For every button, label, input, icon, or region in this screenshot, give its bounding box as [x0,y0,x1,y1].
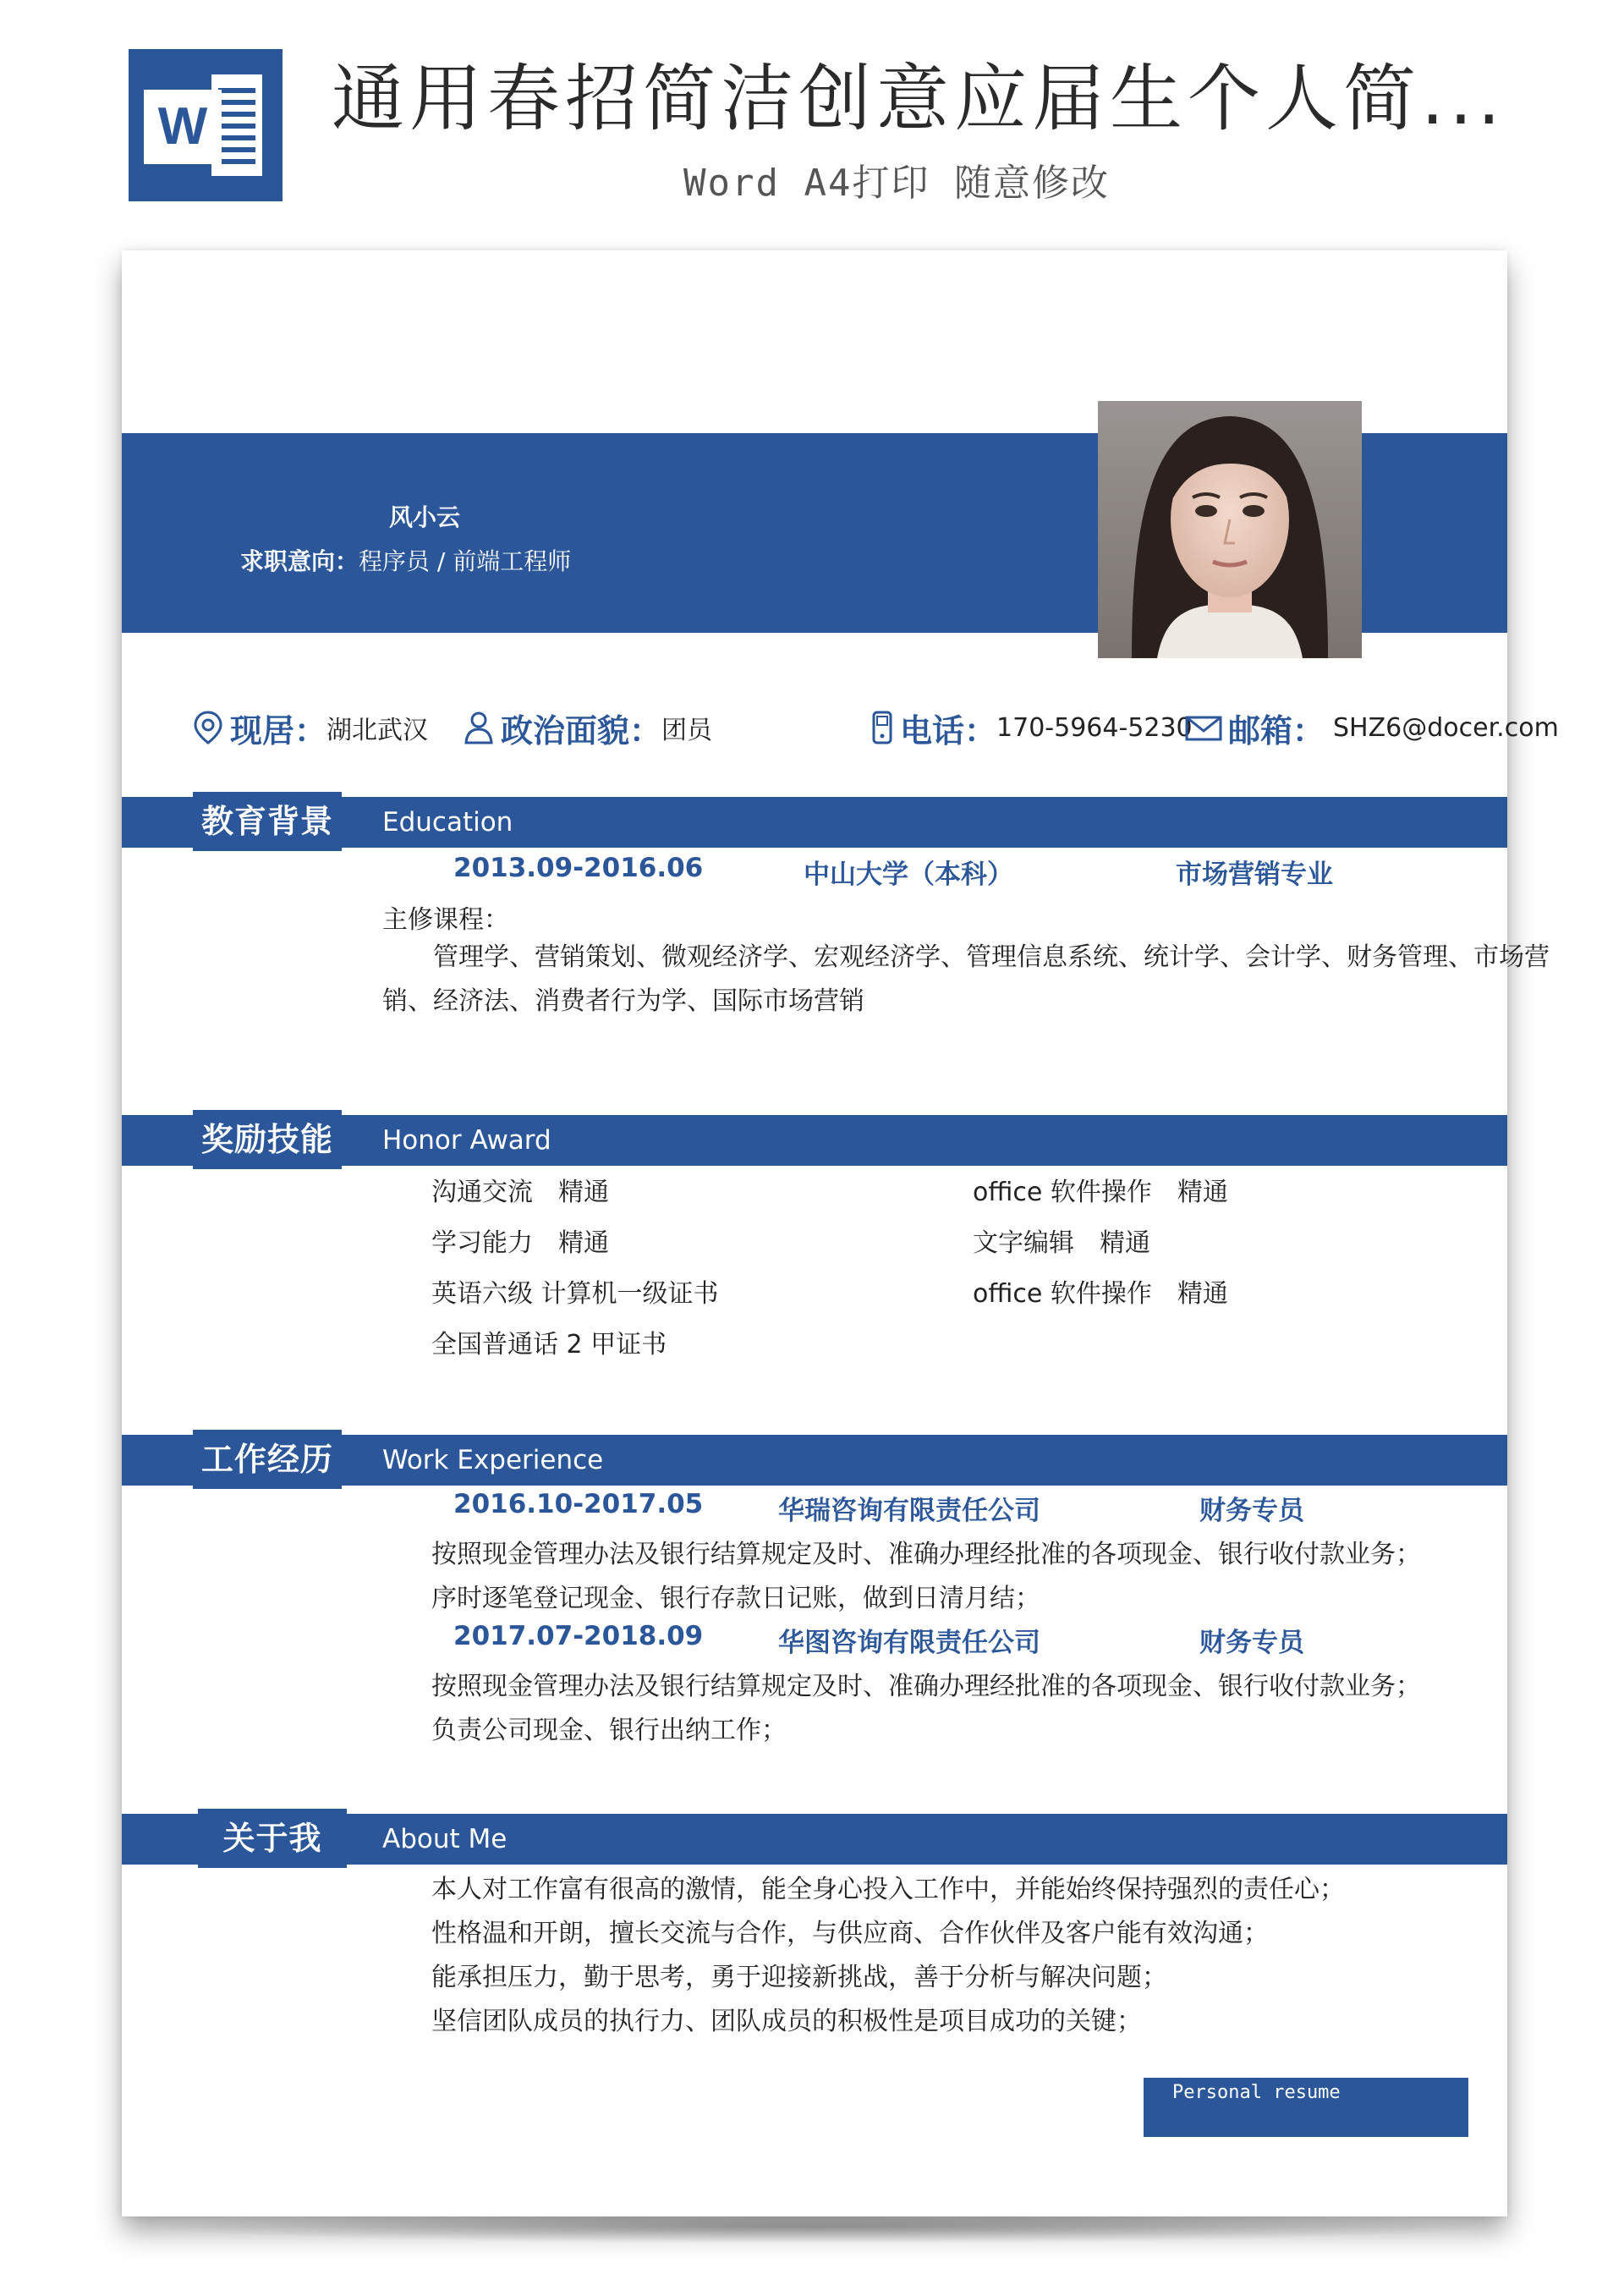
work-title-en: Work Experience [382,1445,604,1475]
courses-list: 管理学、营销策划、微观经济学、宏观经济学、管理信息系统、统计学、会计学、财务管理、市场营销、经济法、消费者行为学、国际市场营销 [382,942,1550,1016]
skills-title: 奖励技能 [200,1121,333,1158]
job-company: 华图咨询有限责任公司 [778,1628,1040,1658]
envelope-icon [1184,709,1223,746]
education-title: 教育背景 [200,803,333,840]
job-detail: 按照现金管理办法及银行结算规定及时、准确办理经批准的各项现金、银行收付款业务； [431,1672,1421,1701]
svg-text:W: W [157,97,208,156]
contact-politics-label: 政治面貌： [501,711,662,750]
job-detail: 序时逐笔登记现金、银行存款日记账，做到日清月结； [431,1584,1040,1613]
job-period: 2016.10-2017.05 [453,1489,704,1519]
resume-page [122,250,1559,2216]
person-icon [462,709,496,746]
job-intent-value: 程序员 / 前端工程师 [359,547,572,575]
personal-resume-tag [1144,2078,1468,2137]
job-role: 财务专员 [1199,1628,1304,1658]
skill-item: office 软件操作 精通 [973,1279,1228,1309]
education-title-en: Education [382,807,513,838]
profile-photo [1098,401,1362,658]
job-detail: 按照现金管理办法及银行结算规定及时、准确办理经批准的各项现金、银行收付款业务； [431,1540,1421,1569]
skill-item: 文字编辑 精通 [973,1228,1150,1258]
about-line: 能承担压力，勤于思考，勇于迎接新挑战，善于分析与解决问题； [431,1963,1167,1992]
location-pin-icon [191,709,225,746]
work-tag [193,1430,342,1489]
document-title: 通用春招简洁创意应届生个人简... [332,57,1506,141]
courses-label: 主修课程： [382,905,509,935]
skill-item: 全国普通话 2 甲证书 [431,1330,667,1359]
skills-tag [193,1110,342,1169]
contact-politics [462,702,712,753]
candidate-name: 风小云 [389,503,461,531]
phone-icon [870,709,895,746]
document-subtitle: Word A4打印 随意修改 [683,162,1110,205]
contact-phone [870,702,1193,753]
skills-title-en: Honor Award [382,1125,551,1156]
education-school: 中山大学（本科） [804,860,1013,890]
job-period: 2017.07-2018.09 [453,1621,704,1651]
education-tag [193,792,342,851]
skill-item: office 软件操作 精通 [973,1178,1228,1207]
job-role: 财务专员 [1199,1496,1304,1526]
contact-row [191,702,1559,753]
contact-email-value: SHZ6@docer.com [1333,712,1559,743]
contact-location [191,702,428,753]
personal-resume-label: Personal resume [1172,2082,1341,2103]
job-company: 华瑞咨询有限责任公司 [778,1496,1040,1526]
contact-politics-value: 团员 [661,716,713,745]
skill-item: 学习能力 精通 [431,1228,609,1258]
contact-email-label: 邮箱： [1228,711,1325,750]
contact-phone-value: 170-5964-5230 [996,712,1193,743]
about-line: 性格温和开朗，擅长交流与合作，与供应商、合作伙伴及客户能有效沟通； [431,1919,1269,1948]
about-title: 关于我 [222,1820,322,1857]
job-intent-label: 求职意向： [240,547,359,575]
about-tag [198,1809,347,1868]
contact-location-label: 现居： [230,711,327,750]
contact-location-value: 湖北武汉 [326,716,429,745]
about-line: 本人对工作富有很高的激情，能全身心投入工作中，并能始终保持强烈的责任心； [431,1875,1345,1904]
contact-email [1184,702,1559,753]
about-title-en: About Me [382,1824,508,1854]
job-detail: 负责公司现金、银行出纳工作； [431,1716,787,1745]
job-intent [240,543,571,577]
skill-item: 沟通交流 精通 [431,1178,609,1207]
education-period: 2013.09-2016.06 [453,853,704,883]
education-major: 市场营销专业 [1176,860,1333,890]
work-title: 工作经历 [200,1441,333,1478]
skill-item: 英语六级 计算机一级证书 [431,1279,719,1309]
about-line: 坚信团队成员的执行力、团队成员的积极性是项目成功的关键； [431,2007,1142,2036]
contact-phone-label: 电话： [900,711,997,750]
